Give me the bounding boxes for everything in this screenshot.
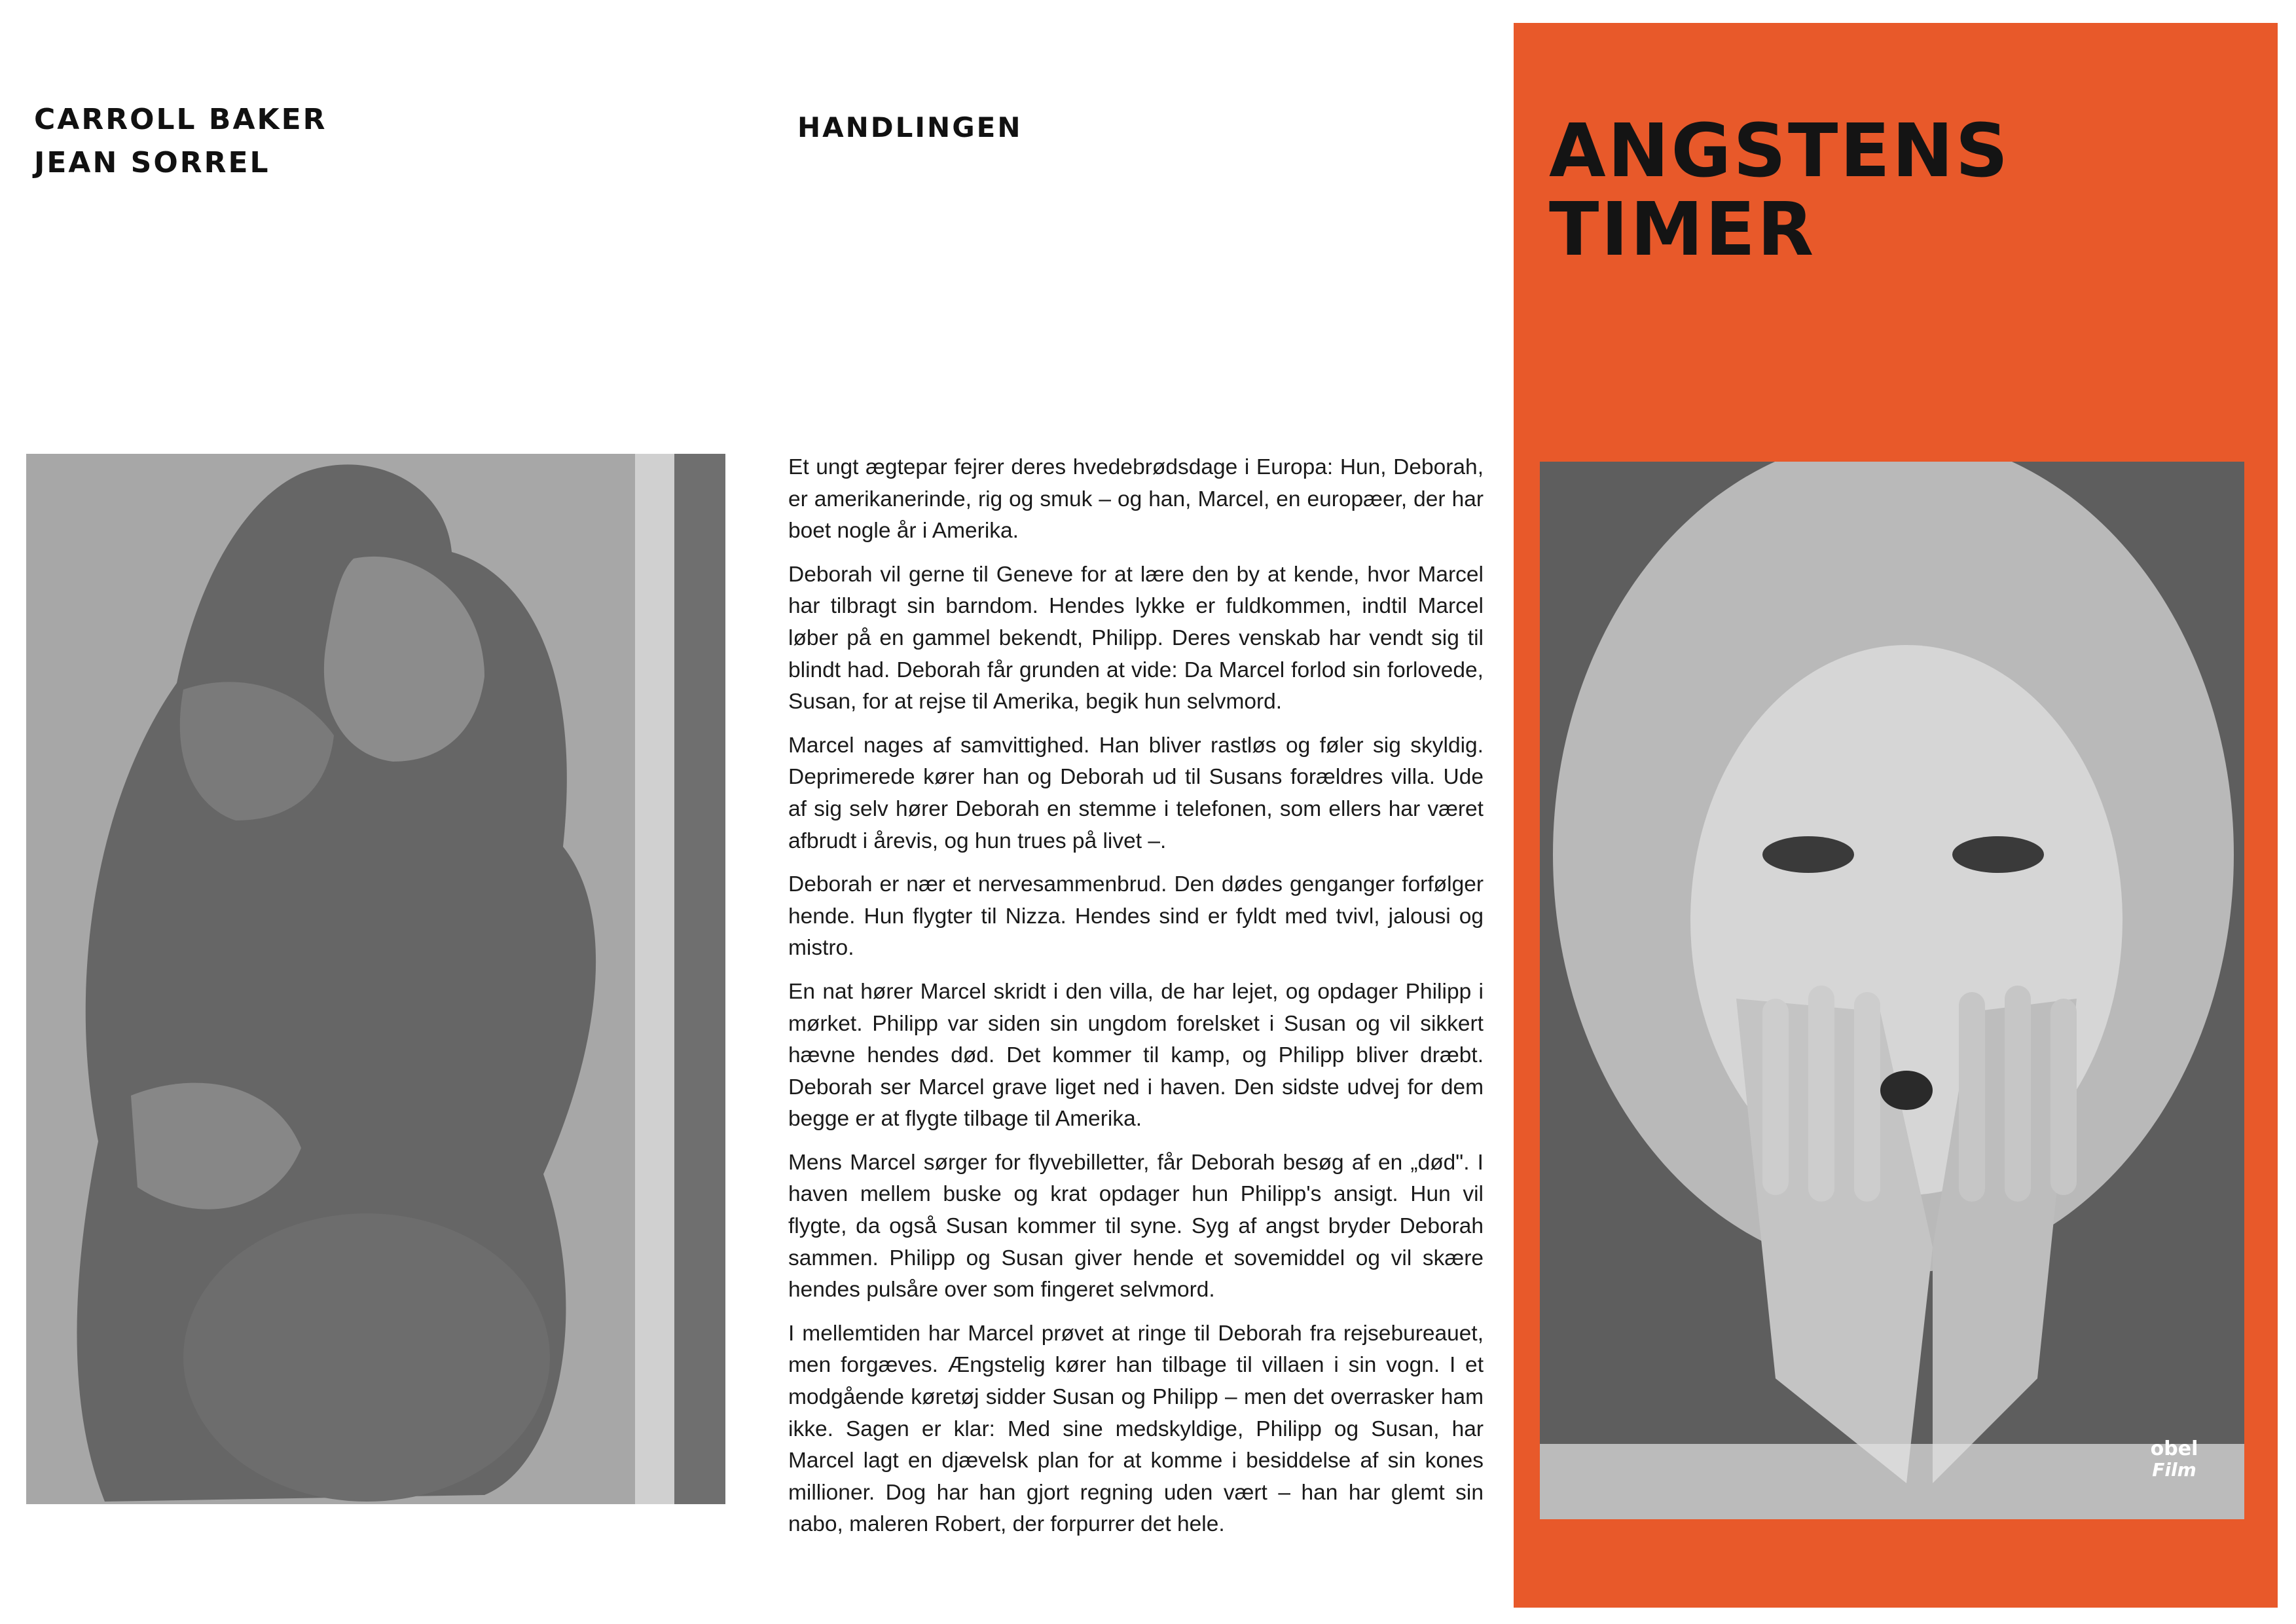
synopsis-paragraph: En nat hører Marcel skridt i den villa, de har lejet, og opdager Philipp i mørket. Philipp var siden sin ungdom forelsket i Susan og vil sikkert hævne hendes død. Det kommer til kamp, og Philipp bliver dræbt. Deborah ser Marcel grave liget ned i haven. Den sidste udvej for dem begge er at flygte tilbage til Amerika. — [788, 979, 1484, 1132]
cast-name-2: JEAN SORREL — [34, 146, 270, 179]
film-title-line-2: TIMER — [1549, 187, 1816, 272]
screaming-woman-photo — [1540, 462, 2244, 1519]
synopsis-paragraph: Marcel nages af samvittighed. Han bliver rastløs og føler sig skyldig. Deprimerede kører han og Deborah ud til Susans forældres villa. Ude af sig selv hører Deborah en stemme i telefonen, som ellers har været afbrudt i årevis, og hun trues på livet –. — [788, 733, 1484, 853]
cast-list — [34, 98, 327, 185]
cover-panel — [1514, 23, 2278, 1608]
synopsis-paragraph: Mens Marcel sørger for flyvebilletter, får Deborah besøg af en „død". I haven mellem buske og krat opdager hun Philipp's ansigt. Hun vil flygte, da også Susan kommer til syne. Syg af angst bryder Deborah sammen. Philipp og Susan giver hende et sovemiddel og vil skære hendes pulsåre over som fingeret selvmord. — [788, 1150, 1484, 1302]
screaming-woman-photo-art — [1540, 462, 2244, 1519]
cast-name-1: CARROLL BAKER — [34, 103, 327, 136]
synopsis-paragraph: Deborah vil gerne til Geneve for at lære den by at kende, hvor Marcel har tilbragt sin barndom. Hendes lykke er fuldkommen, indtil Marcel løber på en gammel bekendt, Philipp. Deres venskab har vendt sig til blindt had. Deborah får grunden at vide: Da Marcel forlod sin forlovede, Susan, for at rejse til Amerika, begik hun selvmord. — [788, 562, 1484, 714]
obel-film-logo — [2138, 1435, 2210, 1481]
film-title — [1549, 109, 2011, 272]
svg-text:obel: obel — [2150, 1437, 2198, 1460]
synopsis-body — [788, 452, 1484, 1553]
embrace-photo — [26, 454, 725, 1504]
synopsis-heading: HANDLINGEN — [797, 111, 1023, 143]
synopsis-paragraph: Deborah er nær et nervesammenbrud. Den dødes genganger forfølger hende. Hun flygter til Nizza. Hendes sind er fyldt med tvivl, jalousi og mistro. — [788, 872, 1484, 961]
synopsis-paragraph: Et ungt ægtepar fejrer deres hvedebrødsdage i Europa: Hun, Deborah, er amerikanerinde, rig og smuk – og han, Marcel, en europæer, der har boet nogle år i Amerika. — [788, 455, 1484, 544]
embrace-photo-art — [26, 454, 725, 1504]
film-title-line-1: ANGSTENS — [1549, 109, 2011, 194]
synopsis-paragraph: I mellemtiden har Marcel prøvet at ringe til Deborah fra rejsebureauet, men forgæves. Ængstelig kører han tilbage til villaen i sin vogn. I et modgående køretøj sidder Susan og Philipp – men det overrasker ham ikke. Sagen er klar: Med sine medskyldige, Philipp og Susan, har Marcel lagt en djævelsk plan for at komme i besiddelse af sin kones millioner. Dog har han gjort regning uden vært – han har glemt sin nabo, maleren Robert, der forpurrer det hele. — [788, 1321, 1484, 1537]
svg-text:Film: Film — [2152, 1459, 2196, 1481]
